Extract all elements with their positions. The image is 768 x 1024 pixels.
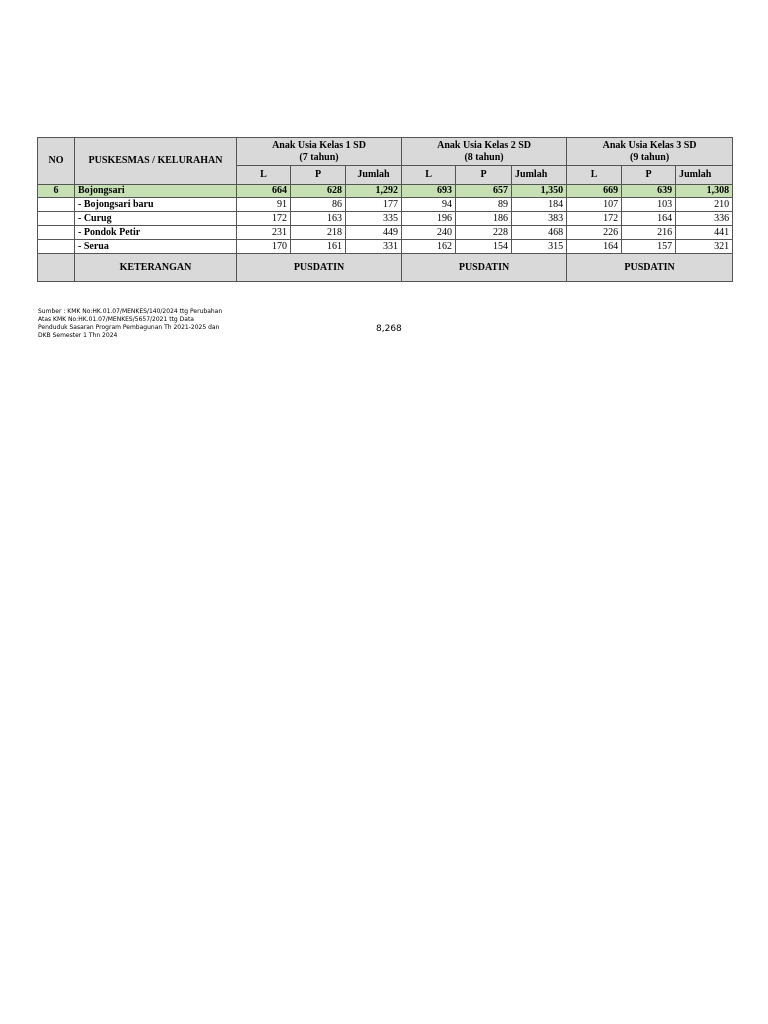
source-note-line: DKB Semester 1 Thn 2024 — [38, 332, 118, 339]
cell-value: 240 — [402, 226, 456, 240]
cell-value: 216 — [622, 226, 676, 240]
table-row — [38, 240, 733, 254]
footer-source: PUSDATIN — [402, 254, 567, 282]
table-row-total — [38, 185, 733, 198]
cell-value: 107 — [567, 198, 622, 212]
footer-blank-cell — [38, 254, 75, 282]
cell-value: 628 — [291, 185, 346, 198]
cell-value: 154 — [456, 240, 512, 254]
source-note-line: Penduduk Sasaran Program Pembagunan Th 2021-2025 dan — [38, 324, 220, 331]
cell-value: 669 — [567, 185, 622, 198]
population-table — [37, 137, 733, 282]
row-no-empty — [38, 226, 75, 240]
cell-value: 218 — [291, 226, 346, 240]
cell-value: 1,292 — [346, 185, 402, 198]
cell-value: 639 — [622, 185, 676, 198]
cell-value: 321 — [676, 240, 733, 254]
header-l: L — [402, 166, 456, 185]
cell-value: 1,350 — [512, 185, 567, 198]
cell-value: 231 — [237, 226, 291, 240]
group-title: Anak Usia Kelas 1 SD — [272, 139, 366, 151]
cell-value: 184 — [512, 198, 567, 212]
cell-value: 441 — [676, 226, 733, 240]
row-name: - Curug — [75, 212, 237, 226]
cell-value: 86 — [291, 198, 346, 212]
cell-value: 172 — [567, 212, 622, 226]
row-no-empty — [38, 240, 75, 254]
cell-value: 693 — [402, 185, 456, 198]
cell-value: 383 — [512, 212, 567, 226]
cell-value: 89 — [456, 198, 512, 212]
header-p: P — [291, 166, 346, 185]
group-age: (8 tahun) — [464, 151, 504, 163]
cell-value: 157 — [622, 240, 676, 254]
header-p: P — [622, 166, 676, 185]
cell-value: 196 — [402, 212, 456, 226]
footer-keterangan: KETERANGAN — [75, 254, 237, 282]
cell-value: 664 — [237, 185, 291, 198]
table-row — [38, 198, 733, 212]
group-age: (7 tahun) — [299, 151, 339, 163]
cell-value: 172 — [237, 212, 291, 226]
cell-value: 449 — [346, 226, 402, 240]
cell-value: 186 — [456, 212, 512, 226]
header-group-kelas-2 — [402, 138, 567, 166]
table-row — [38, 226, 733, 240]
cell-value: 335 — [346, 212, 402, 226]
header-group-kelas-1 — [237, 138, 402, 166]
row-no-empty — [38, 212, 75, 226]
row-no: 6 — [38, 185, 75, 198]
source-note-line: Sumber : KMK No:HK.01.07/MENKES/140/2024 ttg Perubahan — [38, 308, 223, 315]
cell-value: 228 — [456, 226, 512, 240]
header-puskesmas: PUSKESMAS / KELURAHAN — [75, 138, 237, 185]
header-group-kelas-3 — [567, 138, 733, 166]
cell-value: 163 — [291, 212, 346, 226]
cell-value: 468 — [512, 226, 567, 240]
header-l: L — [567, 166, 622, 185]
cell-value: 161 — [291, 240, 346, 254]
header-jumlah: Jumlah — [676, 166, 733, 185]
header-jumlah: Jumlah — [346, 166, 402, 185]
source-note — [38, 308, 258, 340]
header-l: L — [237, 166, 291, 185]
row-name: Bojongsari — [75, 185, 237, 198]
cell-value: 226 — [567, 226, 622, 240]
row-name: - Pondok Petir — [75, 226, 237, 240]
cell-value: 657 — [456, 185, 512, 198]
source-note-line: Atas KMK No:HK.01.07/MENKES/5657/2021 ttg Data — [38, 316, 194, 323]
header-p: P — [456, 166, 512, 185]
grand-total: 8,268 — [376, 324, 402, 334]
header-jumlah: Jumlah — [512, 166, 567, 185]
cell-value: 103 — [622, 198, 676, 212]
footer-source: PUSDATIN — [237, 254, 402, 282]
cell-value: 210 — [676, 198, 733, 212]
cell-value: 162 — [402, 240, 456, 254]
group-title: Anak Usia Kelas 3 SD — [602, 139, 697, 151]
group-title: Anak Usia Kelas 2 SD — [437, 139, 531, 151]
cell-value: 331 — [346, 240, 402, 254]
table-footer-row — [38, 254, 733, 282]
table-row — [38, 212, 733, 226]
cell-value: 315 — [512, 240, 567, 254]
row-name: - Serua — [75, 240, 237, 254]
cell-value: 164 — [567, 240, 622, 254]
cell-value: 91 — [237, 198, 291, 212]
header-no: NO — [38, 138, 75, 185]
cell-value: 177 — [346, 198, 402, 212]
cell-value: 94 — [402, 198, 456, 212]
footer-source: PUSDATIN — [567, 254, 733, 282]
cell-value: 336 — [676, 212, 733, 226]
cell-value: 1,308 — [676, 185, 733, 198]
cell-value: 170 — [237, 240, 291, 254]
cell-value: 164 — [622, 212, 676, 226]
row-no-empty — [38, 198, 75, 212]
group-age: (9 tahun) — [629, 151, 670, 163]
row-name: - Bojongsari baru — [75, 198, 237, 212]
